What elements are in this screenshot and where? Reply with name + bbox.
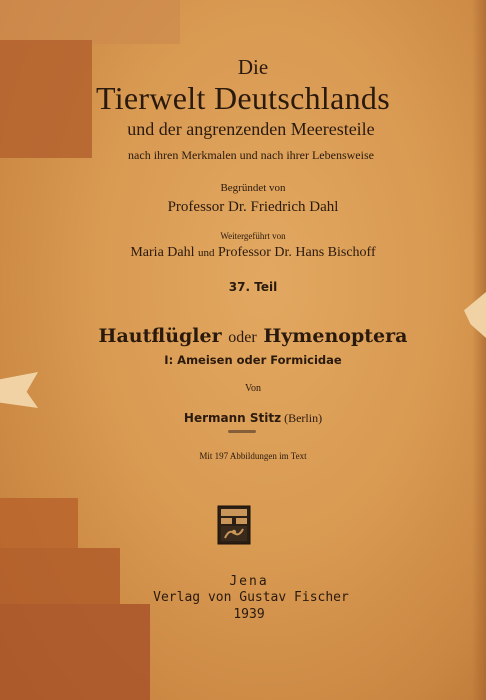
publisher-emblem-icon <box>217 505 251 545</box>
pencil-mark <box>228 430 256 433</box>
book-description: nach ihren Merkmalen und nach ihrer Lebensweise <box>128 148 374 162</box>
book-subtitle: und der angrenzenden Meeresteile <box>127 119 375 139</box>
subject-title <box>10 325 486 347</box>
founded-label: Begründet von <box>220 182 286 194</box>
founder-name: Professor Dr. Friedrich Dahl <box>167 199 339 215</box>
tape-strip <box>0 0 180 44</box>
tape-strip <box>0 498 78 548</box>
publication-place: Jena <box>229 574 269 589</box>
title-die: Die <box>237 55 269 79</box>
book-title: Tierwelt Deutschlands <box>96 80 390 116</box>
section-title: I: Ameisen oder Formicidae <box>164 353 342 367</box>
subject-oder: oder <box>228 329 257 346</box>
author-city: (Berlin) <box>284 411 323 425</box>
publication-year: 1939 <box>233 607 265 622</box>
subject-a: Hautflügler <box>98 325 222 347</box>
author-name: Hermann Stitz <box>183 411 282 425</box>
continued-label: Weitergeführt von <box>220 231 286 241</box>
continuer-a: Maria Dahl <box>130 245 195 260</box>
continuers-line <box>10 245 486 261</box>
illustrations-note: Mit 197 Abbildungen im Text <box>199 451 307 461</box>
continuers-and: und <box>198 247 215 259</box>
by-label: Von <box>245 383 261 394</box>
subject-b: Hymenoptera <box>263 325 408 347</box>
continuer-b: Professor Dr. Hans Bischoff <box>218 245 376 260</box>
publisher-name: Verlag von Gustav Fischer <box>153 590 349 605</box>
author-line <box>10 411 486 426</box>
part-number: 37. Teil <box>228 280 278 294</box>
